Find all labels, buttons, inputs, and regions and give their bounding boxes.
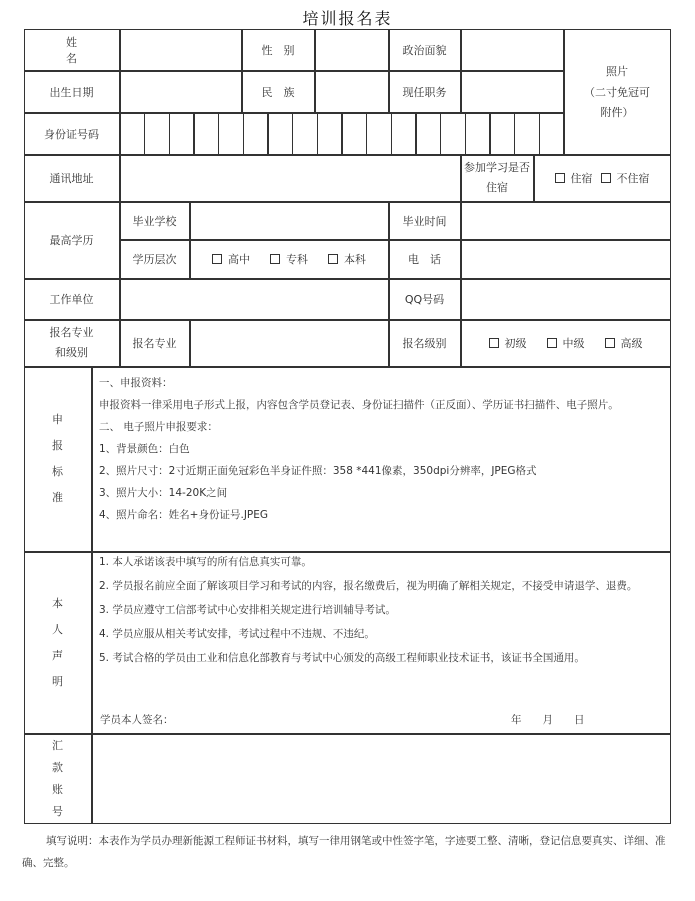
standard-label: 申报标准 xyxy=(52,413,63,504)
political-field[interactable] xyxy=(461,29,564,71)
position-field[interactable] xyxy=(461,71,564,113)
id-digit-box[interactable] xyxy=(194,113,220,155)
footnote: 填写说明：本表作为学员办理新能源工程师证书材料，填写一律用钢笔或中性签字笔，字迹要工整、清晰，登记信息要真实、详细、准确、完整。 xyxy=(22,835,666,869)
standard-line: 2、照片尺寸：2寸近期正面免冠彩色半身证件照：358 *441像素，350dpi分辨率，JPEG格式 xyxy=(99,465,537,477)
junior-checkbox[interactable] xyxy=(489,335,527,351)
ethnicity-label: 民 族 xyxy=(242,71,315,113)
standard-line: 二、 电子照片申报要求： xyxy=(99,421,218,433)
attend-label: 参加学习是否住宿 xyxy=(461,155,534,202)
standard-line: 申报资料一律采用电子形式上报，内容包含学员登记表、身份证扫描件（正反面）、学历证书扫描件、电子照片。 xyxy=(99,399,619,411)
highschool-checkbox[interactable] xyxy=(212,251,250,267)
id-digit-box[interactable] xyxy=(268,113,294,155)
college-label: 专科 xyxy=(286,253,308,266)
ethnicity-field[interactable] xyxy=(315,71,389,113)
id-digit-box[interactable] xyxy=(317,113,343,155)
school-label: 毕业学校 xyxy=(120,202,190,240)
stay-options xyxy=(534,155,671,202)
major-field[interactable] xyxy=(190,320,389,367)
education-label: 最高学历 xyxy=(24,202,120,279)
major-label: 报名专业 xyxy=(120,320,190,367)
account-label: 汇款账号 xyxy=(52,738,63,818)
checkbox-icon xyxy=(547,338,557,348)
id-digit-box[interactable] xyxy=(218,113,244,155)
address-label: 通讯地址 xyxy=(24,155,120,202)
standard-line: 一、申报资料： xyxy=(99,377,173,389)
standard-line: 1、背景颜色：白色 xyxy=(99,443,190,455)
phone-field[interactable] xyxy=(461,240,671,279)
phone-label: 电 话 xyxy=(389,240,461,279)
stay-label: 住宿 xyxy=(570,172,593,185)
id-digit-box[interactable] xyxy=(391,113,417,155)
nostay-label: 不住宿 xyxy=(616,172,650,185)
college-checkbox[interactable] xyxy=(270,251,308,267)
declaration-label: 本人声明 xyxy=(52,596,63,688)
signature-label: 学员本人签名： xyxy=(100,714,174,726)
id-digit-box[interactable] xyxy=(342,113,368,155)
id-label: 身份证号码 xyxy=(24,113,120,155)
workplace-label: 工作单位 xyxy=(24,279,120,320)
gender-label: 性 别 xyxy=(242,29,315,71)
checkbox-icon xyxy=(212,254,222,264)
id-digit-box[interactable] xyxy=(292,113,318,155)
photo-area[interactable] xyxy=(564,29,671,155)
birth-label: 出生日期 xyxy=(24,71,120,113)
registration-form xyxy=(24,29,671,824)
gender-field[interactable] xyxy=(315,29,389,71)
photo-label: 照片 xyxy=(606,64,628,78)
standard-text xyxy=(99,372,665,526)
id-digit-box[interactable] xyxy=(120,113,146,155)
declaration-line: 1. 本人承诺该表中填写的所有信息真实可靠。 xyxy=(99,556,312,568)
standard-line: 3、照片大小：14-20K之间 xyxy=(99,487,228,499)
declaration-line: 2. 学员报名前应全面了解该项目学习和考试的内容，报名缴费后，视为明确了解相关规定，不接受申请退学、退费。 xyxy=(99,580,638,592)
form-title: 培训报名表 xyxy=(302,9,393,28)
id-digit-box[interactable] xyxy=(144,113,170,155)
grad-time-field[interactable] xyxy=(461,202,671,240)
standard-line: 4、照片命名：姓名+身份证号.JPEG xyxy=(99,509,269,521)
mid-checkbox[interactable] xyxy=(547,335,585,351)
id-digit-box[interactable] xyxy=(539,113,565,155)
date-fields: 年 月 日 xyxy=(511,714,585,726)
political-label: 政治面貌 xyxy=(389,29,461,71)
checkbox-icon xyxy=(328,254,338,264)
name-label: 姓 名 xyxy=(24,29,120,71)
level-options xyxy=(461,320,671,367)
photo-note: （二寸免冠可附件） xyxy=(584,85,650,119)
name-field[interactable] xyxy=(120,29,242,71)
edu-level-label: 学历层次 xyxy=(120,240,190,279)
address-field[interactable] xyxy=(120,155,461,202)
birth-field[interactable] xyxy=(120,71,242,113)
checkbox-icon xyxy=(605,338,615,348)
grad-time-label: 毕业时间 xyxy=(389,202,461,240)
id-digit-box[interactable] xyxy=(169,113,195,155)
account-field[interactable] xyxy=(92,734,671,824)
id-digit-box[interactable] xyxy=(440,113,466,155)
senior-checkbox[interactable] xyxy=(605,335,643,351)
qq-field[interactable] xyxy=(461,279,671,320)
position-label: 现任职务 xyxy=(389,71,461,113)
major-level-label: 报名专业和级别 xyxy=(24,320,120,367)
checkbox-icon xyxy=(601,173,611,183)
senior-label: 高级 xyxy=(620,337,643,350)
id-digit-box[interactable] xyxy=(490,113,516,155)
standard-label-cell xyxy=(24,367,92,552)
id-digit-box[interactable] xyxy=(465,113,491,155)
declaration-line: 3. 学员应遵守工信部考试中心安排相关规定进行培训辅导考试。 xyxy=(99,604,396,616)
account-label-cell xyxy=(24,734,92,824)
mid-label: 中级 xyxy=(562,337,585,350)
highschool-label: 高中 xyxy=(228,253,250,266)
nostay-checkbox[interactable] xyxy=(601,170,650,186)
id-digit-box[interactable] xyxy=(243,113,269,155)
checkbox-icon xyxy=(270,254,280,264)
id-digit-box[interactable] xyxy=(366,113,392,155)
workplace-field[interactable] xyxy=(120,279,389,320)
stay-checkbox[interactable] xyxy=(555,170,593,186)
declaration-line: 4. 学员应服从相关考试安排，考试过程中不违规、不违纪。 xyxy=(99,628,375,640)
level-label: 报名级别 xyxy=(389,320,461,367)
declaration-label-cell xyxy=(24,552,92,734)
id-digit-box[interactable] xyxy=(514,113,540,155)
school-field[interactable] xyxy=(190,202,389,240)
junior-label: 初级 xyxy=(504,337,527,350)
declaration-text xyxy=(99,549,665,669)
id-digit-box[interactable] xyxy=(416,113,442,155)
bachelor-label: 本科 xyxy=(344,253,366,266)
checkbox-icon xyxy=(489,338,499,348)
declaration-line: 5. 考试合格的学员由工业和信息化部教育与考试中心颁发的高级工程师职业技术证书，该证书全国通用。 xyxy=(99,652,585,664)
checkbox-icon xyxy=(555,173,565,183)
bachelor-checkbox[interactable] xyxy=(328,251,366,267)
qq-label: QQ号码 xyxy=(389,279,461,320)
edu-level-options xyxy=(190,240,389,279)
